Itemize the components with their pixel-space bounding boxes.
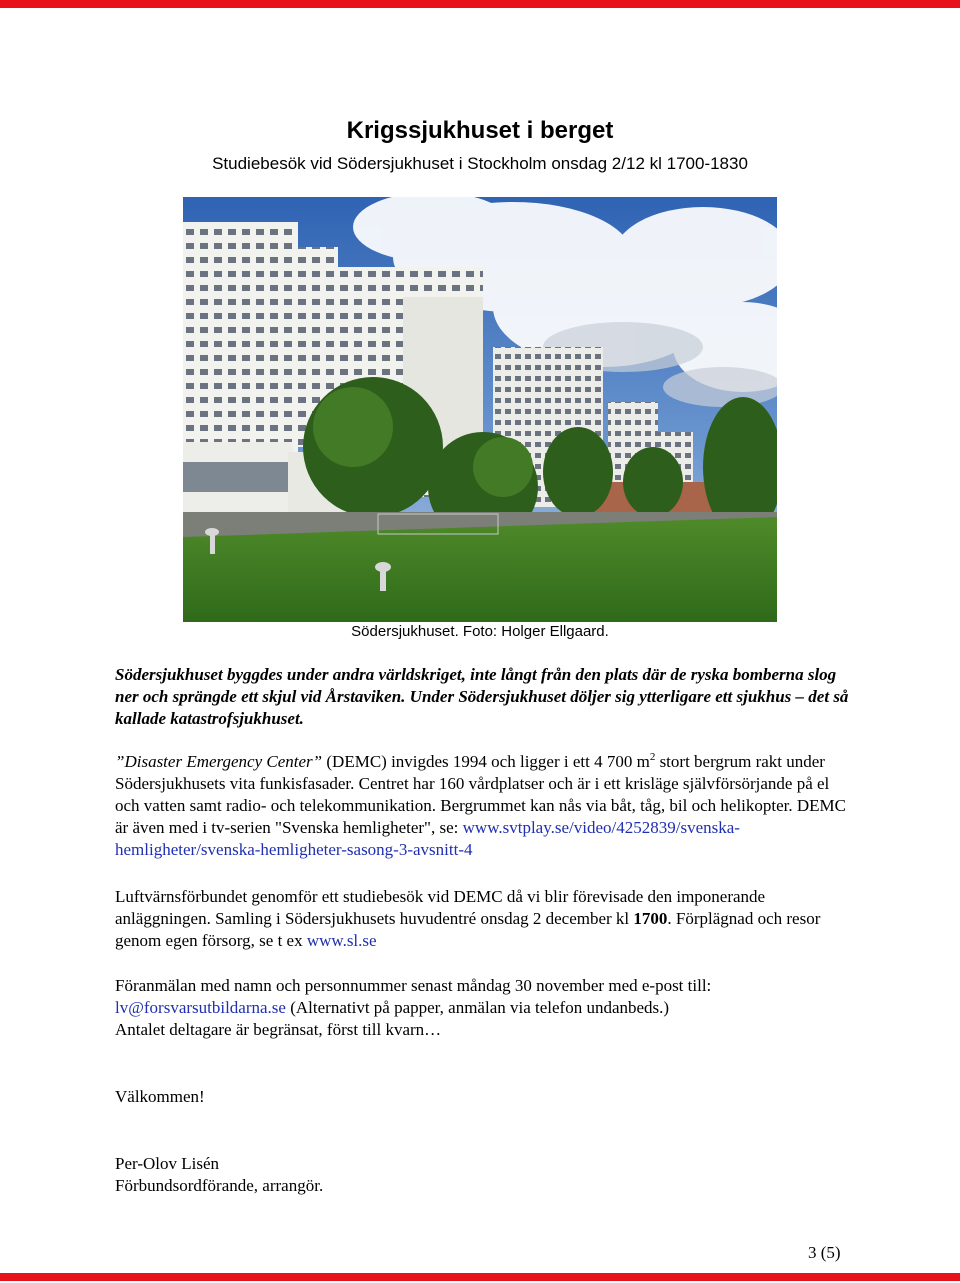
invite-paragraph — [115, 886, 855, 952]
hospital-photo — [183, 197, 777, 622]
demc-paragraph — [115, 751, 855, 861]
demc-text-2: stort bergrum rakt under Södersjukhusets vita funkisfasader. Centret har 160 vårdplatser och är i ett krisläge självförsörjande på el och vatten samt radio- och telekommunikation. Bergrummet kan nås via båt, tåg, bil och helikopter. DEMC är även med i tv-serien "Svenska hemligheter", se: — [115, 752, 846, 837]
invite-text-1: Luftvärnsförbundet genomför ett studiebesök vid DEMC då vi blir förevisade den imponerande anläggningen. Samling i Södersjukhusets huvudentré onsdag 2 december kl — [115, 887, 766, 928]
demc-superscript: 2 — [649, 751, 656, 763]
registration-text-2: (Alternativt på papper, anmälan via telefon undanbeds.) — [285, 998, 670, 1017]
sl-link[interactable]: www.sl.se — [306, 931, 377, 950]
invite-text-2: . Förplägnad och resor genom egen försorg, se t ex — [115, 909, 821, 950]
intro-paragraph — [115, 664, 855, 730]
top-red-rule — [0, 0, 960, 8]
photo-caption: Södersjukhuset. Foto: Holger Ellgaard. — [351, 623, 609, 640]
registration-text-1: Föranmälan med namn och personnummer senast måndag 30 november med e-post till: — [115, 976, 712, 995]
signature-block — [115, 1153, 855, 1197]
demc-text-1: (DEMC) invigdes 1994 och ligger i ett 4 700 m — [322, 752, 650, 771]
invite-time: 1700 — [633, 909, 668, 928]
registration-line-3: Antalet deltagare är begränsat, först till kvarn… — [115, 1020, 442, 1039]
page-subtitle: Studiebesök vid Södersjukhuset i Stockholm onsdag 2/12 kl 1700-1830 — [212, 154, 748, 173]
page-number: 3 (5) — [808, 1243, 841, 1262]
demc-name: ”Disaster Emergency Center” — [115, 752, 323, 771]
email-link[interactable]: lv@forsvarsutbildarna.se — [115, 998, 286, 1017]
page-title: Krigssjukhuset i berget — [346, 117, 614, 144]
svtplay-link[interactable]: www.svtplay.se/video/4252839/svenska-hemligheter/svenska-hemligheter-sasong-3-avsnitt-4 — [115, 818, 740, 859]
signature-role: Förbundsordförande, arrangör. — [115, 1176, 324, 1195]
welcome-text: Välkommen! — [115, 1087, 205, 1106]
registration-paragraph — [115, 975, 855, 1041]
intro-text: Södersjukhuset byggdes under andra världskriget, inte långt från den plats där de ryska bomberna slog ner och sprängde ett skjul vid Årstaviken. Under Södersjukhuset döljer sig ytterligare ett sjukhus – det så kallade katastrofsjukhuset. — [115, 665, 849, 728]
bottom-red-rule — [0, 1273, 960, 1281]
signature-name: Per-Olov Lisén — [115, 1154, 220, 1173]
